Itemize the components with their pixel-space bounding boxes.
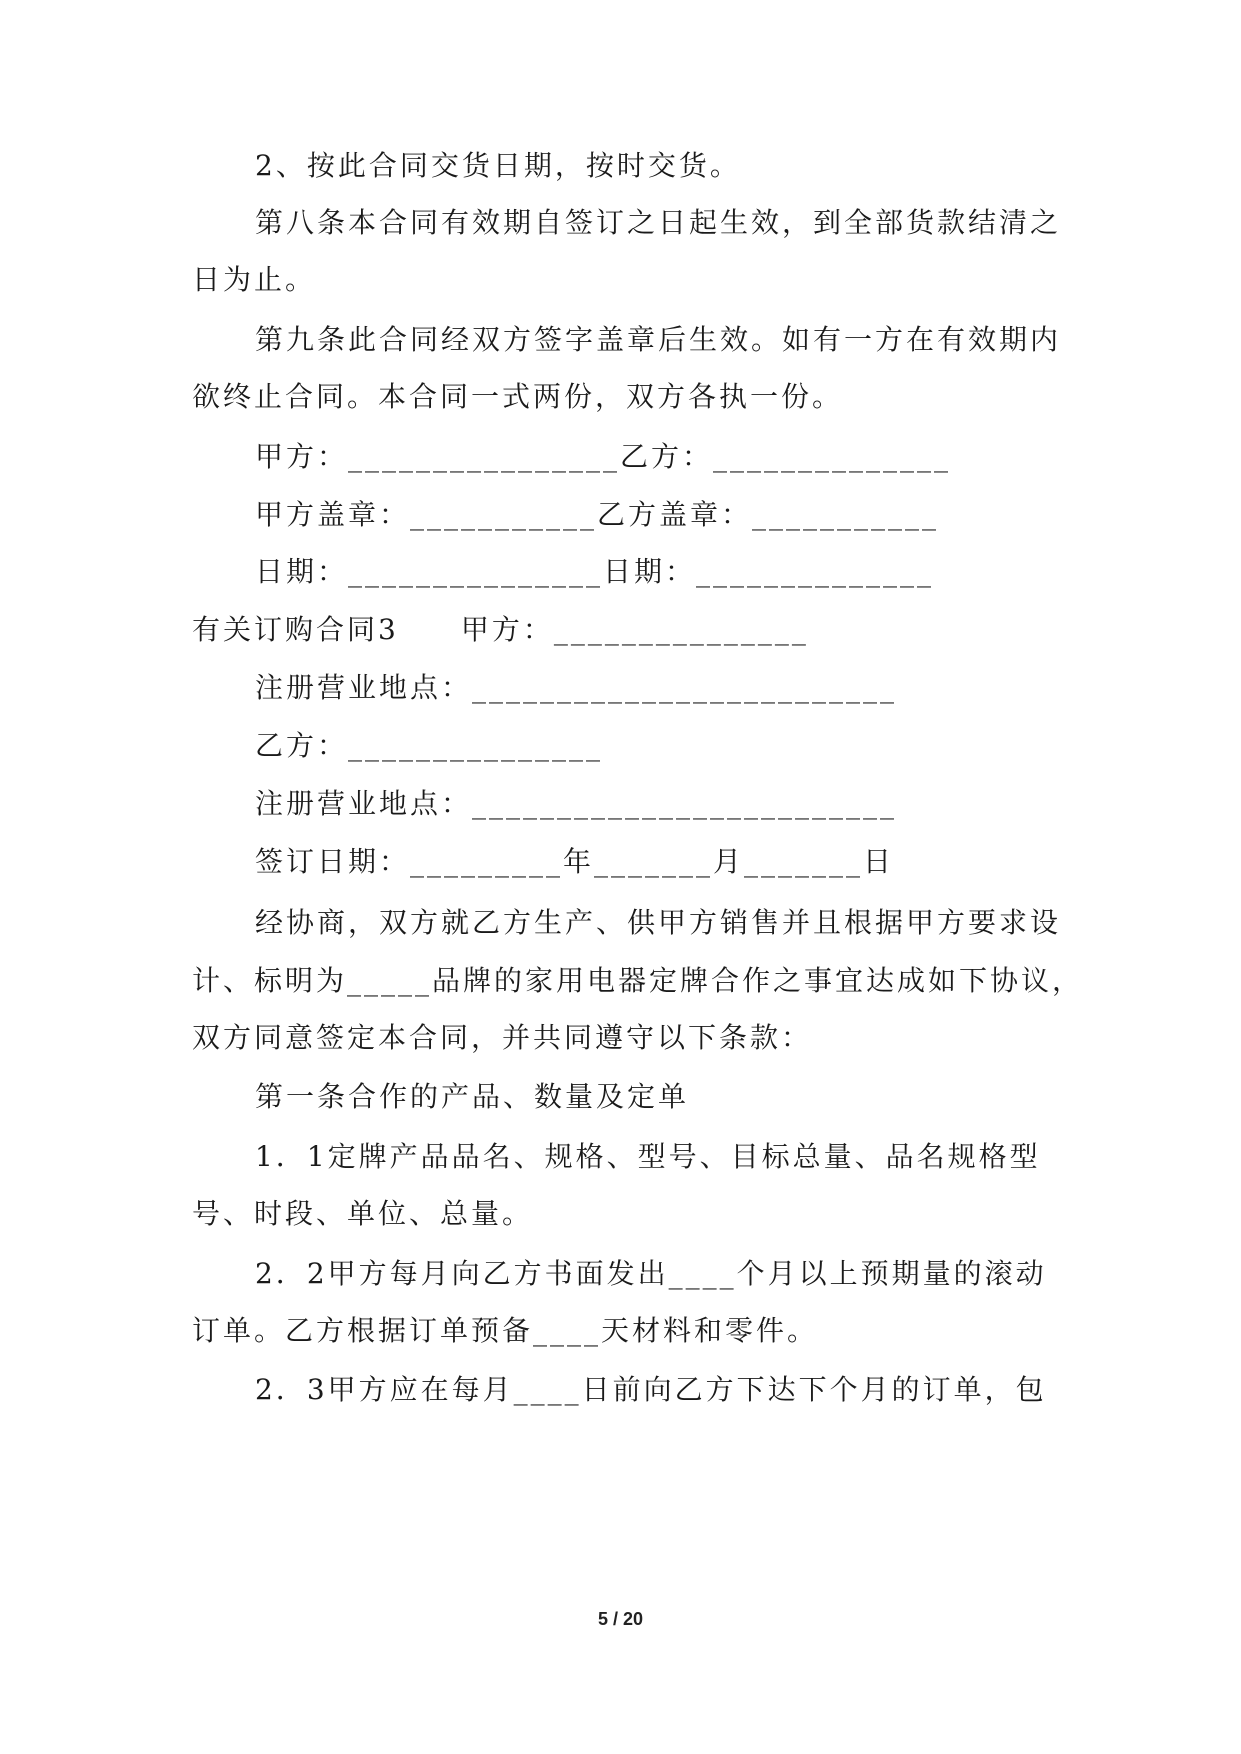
party-b-line: 乙方：_______________ [255,729,604,762]
section-heading: 第一条合作的产品、数量及定单 [255,1080,690,1113]
sign-date-line: 签订日期：_________年_______月_______日 [255,845,895,878]
date-line: 日期：_______________日期：______________ [255,555,935,588]
text-line: 经协商，双方就乙方生产、供甲方销售并且根据甲方要求设 [255,906,1062,939]
text-line: 双方同意签定本合同，并共同遵守以下条款： [192,1021,813,1054]
text-line: 2、按此合同交货日期，按时交货。 [255,149,741,182]
text-line: 号、时段、单位、总量。 [192,1197,534,1230]
text-line: 订单。乙方根据订单预备____天材料和零件。 [192,1314,819,1347]
text-line: 第八条本合同有效期自签订之日起生效，到全部货款结清之 [255,206,1062,239]
address-line: 注册营业地点：_________________________ [255,787,898,820]
text-line: 第九条此合同经双方签字盖章后生效。如有一方在有效期内 [255,323,1062,356]
text-line: 欲终止合同。本合同一式两份，双方各执一份。 [192,380,844,413]
text-line: 2．3甲方应在每月____日前向乙方下达下个月的订单，包 [255,1373,1047,1406]
text-line: 2．2甲方每月向乙方书面发出____个月以上预期量的滚动 [255,1257,1047,1290]
seal-line: 甲方盖章：___________乙方盖章：___________ [255,498,940,531]
text-line: 日为止。 [192,263,317,296]
signature-line: 甲方：________________乙方：______________ [255,440,952,473]
text-line: 1．1定牌产品品名、规格、型号、目标总量、品名规格型 [255,1140,1041,1173]
address-line: 注册营业地点：_________________________ [255,671,898,704]
text-line: 计、标明为_____品牌的家用电器定牌合作之事宜达成如下协议， [192,964,1084,997]
contract-heading-line: 有关订购合同3 甲方：_______________ [192,613,809,646]
page-number: 5 / 20 [597,1609,644,1629]
